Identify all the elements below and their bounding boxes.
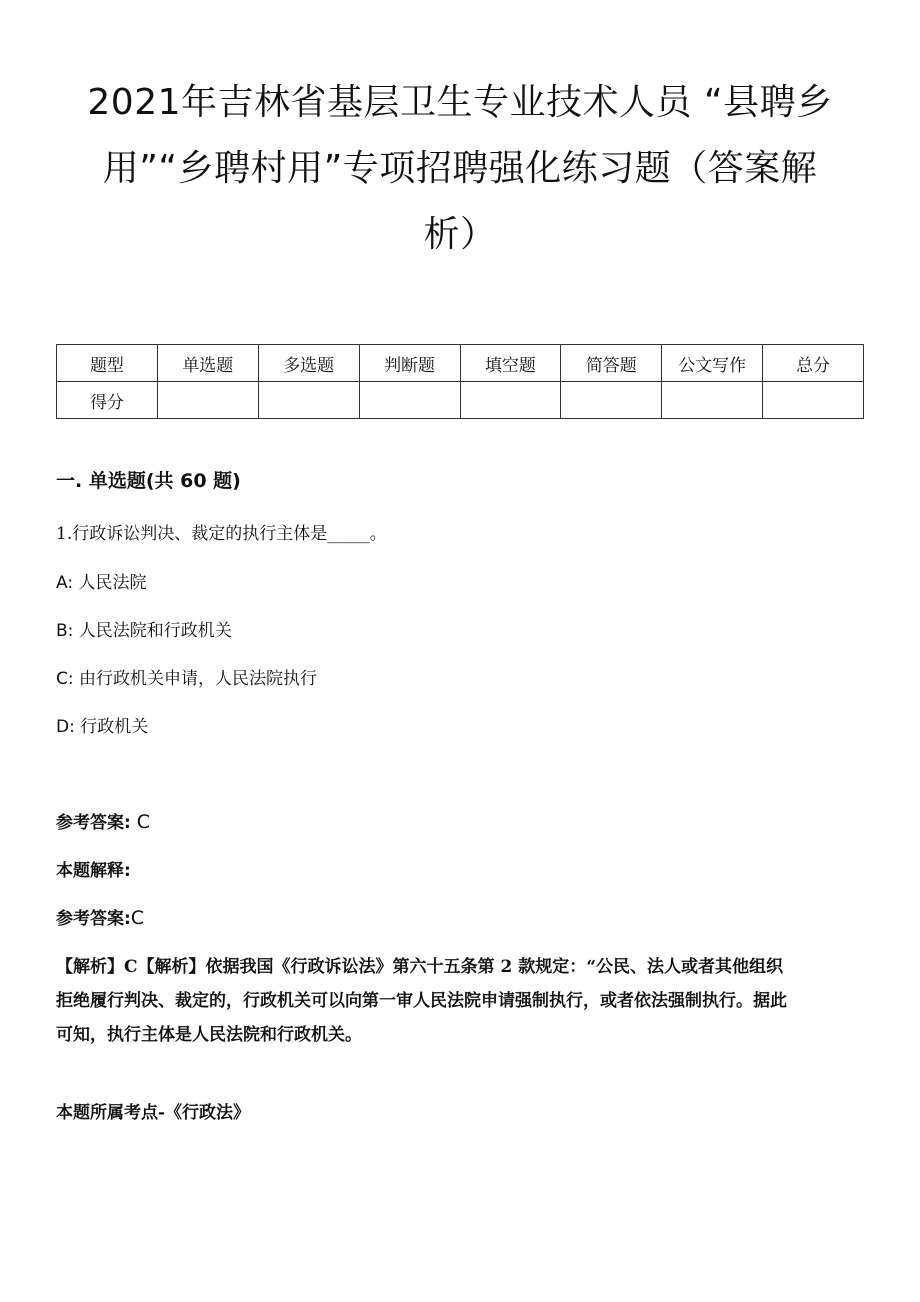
answer-line-2 — [56, 904, 144, 929]
header-cell: 总分 — [763, 345, 864, 382]
score-cell — [460, 382, 561, 419]
document-title — [60, 70, 860, 268]
score-cell — [258, 382, 359, 419]
question-text: 1.行政诉讼判决、裁定的执行主体是_____。 — [56, 524, 387, 544]
option-letter: D: — [56, 717, 75, 737]
title-line: 用”“乡聘村用”专项招聘强化练习题（答案解 — [102, 148, 818, 189]
analysis-line: 可知，执行主体是人民法院和行政机关。 — [56, 1025, 362, 1045]
header-cell: 题型 — [57, 345, 158, 382]
score-table-header-row — [57, 345, 864, 382]
score-cell — [157, 382, 258, 419]
option-letter: B: — [56, 621, 74, 641]
header-cell: 填空题 — [460, 345, 561, 382]
option-c — [56, 664, 317, 689]
title-line: 析） — [423, 214, 497, 255]
option-letter: A: — [56, 573, 74, 593]
title-line: 2021年吉林省基层卫生专业技术人员 “县聘乡 — [87, 82, 833, 123]
option-d — [56, 712, 148, 737]
answer-value: C — [136, 811, 151, 833]
option-text: 人民法院 — [78, 573, 147, 593]
score-cell — [561, 382, 662, 419]
header-cell: 简答题 — [561, 345, 662, 382]
option-b — [56, 616, 232, 641]
score-cell — [763, 382, 864, 419]
header-cell: 单选题 — [157, 345, 258, 382]
explanation-label: 本题解释: — [56, 861, 131, 881]
option-text: 由行政机关申请，人民法院执行 — [79, 669, 318, 689]
score-table-score-row — [57, 382, 864, 419]
answer-line — [56, 808, 150, 833]
score-cell — [662, 382, 763, 419]
answer-label: 参考答案: — [56, 813, 131, 833]
option-a — [56, 568, 146, 593]
score-cell — [359, 382, 460, 419]
row-label-cell: 得分 — [57, 382, 158, 419]
answer-label: 参考答案: — [56, 909, 131, 929]
section-heading: 一. 单选题(共 60 题) — [56, 470, 241, 492]
header-cell: 判断题 — [359, 345, 460, 382]
analysis-line: 【解析】C【解析】依据我国《行政诉讼法》第六十五条第 2 款规定：“公民、法人或者其他组织 — [56, 957, 783, 977]
analysis-text — [56, 950, 856, 1052]
analysis-line: 拒绝履行判决、裁定的，行政机关可以向第一审人民法院申请强制执行，或者依法强制执行。据此 — [56, 991, 787, 1011]
answer-value: C — [130, 907, 145, 929]
header-cell: 公文写作 — [662, 345, 763, 382]
option-letter: C: — [56, 669, 74, 689]
option-text: 人民法院和行政机关 — [78, 621, 232, 641]
option-text: 行政机关 — [80, 717, 149, 737]
knowledge-point: 本题所属考点-《行政法》 — [56, 1103, 251, 1123]
header-cell: 多选题 — [258, 345, 359, 382]
score-table — [56, 344, 864, 419]
